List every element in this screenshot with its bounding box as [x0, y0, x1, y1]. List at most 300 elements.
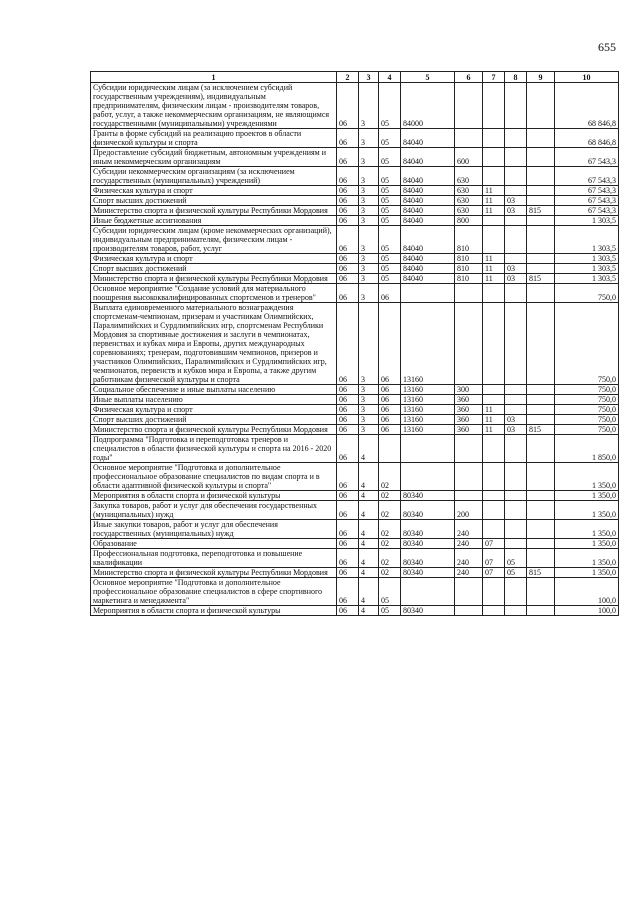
code-cell: 4: [359, 520, 379, 539]
code-cell: 3: [359, 264, 379, 274]
code-cell: 360: [455, 415, 483, 425]
code-cell: 630: [455, 196, 483, 206]
code-cell: 810: [455, 274, 483, 284]
code-cell: 11: [483, 186, 505, 196]
row-name-cell: Профессиональная подготовка, переподготовка и повышение квалификации: [91, 549, 337, 568]
code-cell: 06: [337, 254, 359, 264]
code-cell: [455, 463, 483, 491]
code-cell: [505, 226, 527, 254]
column-header: 7: [483, 72, 505, 83]
code-cell: 05: [379, 578, 401, 606]
code-cell: 02: [379, 539, 401, 549]
code-cell: [455, 606, 483, 616]
code-cell: [527, 129, 555, 148]
code-cell: 360: [455, 395, 483, 405]
code-cell: [505, 186, 527, 196]
row-name-cell: Физическая культура и спорт: [91, 254, 337, 264]
code-cell: [527, 385, 555, 395]
code-cell: 3: [359, 415, 379, 425]
code-cell: 06: [337, 216, 359, 226]
code-cell: 800: [455, 216, 483, 226]
code-cell: 240: [455, 568, 483, 578]
code-cell: 02: [379, 491, 401, 501]
code-cell: 06: [337, 578, 359, 606]
row-name-cell: Субсидии некоммерческим организациям (за исключением государственных (муниципальных) учреждений): [91, 167, 337, 186]
code-cell: [455, 578, 483, 606]
code-cell: 06: [337, 425, 359, 435]
code-cell: 06: [379, 415, 401, 425]
code-cell: 3: [359, 186, 379, 196]
code-cell: [455, 491, 483, 501]
code-cell: 06: [337, 501, 359, 520]
code-cell: 07: [483, 549, 505, 568]
amount-cell: 67 543,3: [555, 196, 619, 206]
code-cell: [527, 216, 555, 226]
code-cell: [527, 501, 555, 520]
code-cell: 84040: [401, 196, 455, 206]
code-cell: 06: [337, 491, 359, 501]
row-name-cell: Министерство спорта и физической культуры Республики Мордовия: [91, 206, 337, 216]
code-cell: 02: [379, 568, 401, 578]
code-cell: 3: [359, 196, 379, 206]
amount-cell: 1 350,0: [555, 501, 619, 520]
code-cell: 200: [455, 501, 483, 520]
code-cell: [505, 606, 527, 616]
code-cell: [527, 435, 555, 463]
code-cell: 07: [483, 539, 505, 549]
row-name-cell: Министерство спорта и физической культуры Республики Мордовия: [91, 425, 337, 435]
column-header: 6: [455, 72, 483, 83]
code-cell: [483, 520, 505, 539]
code-cell: 05: [379, 264, 401, 274]
code-cell: [505, 148, 527, 167]
code-cell: 05: [379, 226, 401, 254]
amount-cell: 68 846,8: [555, 83, 619, 129]
code-cell: 84040: [401, 254, 455, 264]
table-row: [91, 606, 619, 616]
table-row: [91, 425, 619, 435]
code-cell: [527, 148, 555, 167]
code-cell: [483, 463, 505, 491]
code-cell: 3: [359, 216, 379, 226]
code-cell: [527, 395, 555, 405]
code-cell: [483, 303, 505, 385]
table-row: [91, 206, 619, 216]
code-cell: 3: [359, 226, 379, 254]
row-name-cell: Министерство спорта и физической культуры Республики Мордовия: [91, 274, 337, 284]
code-cell: 06: [337, 284, 359, 303]
code-cell: [527, 264, 555, 274]
code-cell: [505, 129, 527, 148]
code-cell: 06: [379, 405, 401, 415]
code-cell: [483, 385, 505, 395]
code-cell: [379, 435, 401, 463]
code-cell: 05: [379, 206, 401, 216]
code-cell: 3: [359, 284, 379, 303]
code-cell: [455, 284, 483, 303]
code-cell: [483, 83, 505, 129]
code-cell: 03: [505, 196, 527, 206]
code-cell: [401, 463, 455, 491]
code-cell: 11: [483, 264, 505, 274]
code-cell: 80340: [401, 539, 455, 549]
code-cell: 05: [379, 274, 401, 284]
code-cell: 05: [379, 254, 401, 264]
row-name-cell: Основное мероприятие "Подготовка и дополнительное профессиональное образование специалистов в сфере спортивного маркетинга и менеджмента": [91, 578, 337, 606]
code-cell: 06: [337, 606, 359, 616]
code-cell: 300: [455, 385, 483, 395]
code-cell: 84040: [401, 206, 455, 216]
table-row: [91, 578, 619, 606]
code-cell: 815: [527, 274, 555, 284]
table-row: [91, 463, 619, 491]
code-cell: 06: [337, 463, 359, 491]
row-name-cell: Гранты в форме субсидий на реализацию проектов в области физической культуры и спорта: [91, 129, 337, 148]
code-cell: [527, 539, 555, 549]
code-cell: [505, 539, 527, 549]
code-cell: 810: [455, 264, 483, 274]
code-cell: [483, 284, 505, 303]
column-header: 2: [337, 72, 359, 83]
row-name-cell: Субсидии юридическим лицам (кроме некоммерческих организаций), индивидуальным предпринимателям, физическим лицам - производителям товаров, работ, услуг: [91, 226, 337, 254]
row-name-cell: Физическая культура и спорт: [91, 405, 337, 415]
code-cell: 80340: [401, 501, 455, 520]
row-name-cell: Основное мероприятие "Подготовка и дополнительное профессиональное образование специалистов по видам спорта и в области адаптивной физической культуры и спорта": [91, 463, 337, 491]
column-header: 8: [505, 72, 527, 83]
row-name-cell: Спорт высших достижений: [91, 196, 337, 206]
code-cell: 4: [359, 539, 379, 549]
column-header: 9: [527, 72, 555, 83]
amount-cell: 1 350,0: [555, 520, 619, 539]
code-cell: 05: [379, 167, 401, 186]
code-cell: 05: [379, 83, 401, 129]
table-row: [91, 129, 619, 148]
amount-cell: 100,0: [555, 606, 619, 616]
amount-cell: 100,0: [555, 578, 619, 606]
code-cell: 84040: [401, 216, 455, 226]
code-cell: 06: [337, 568, 359, 578]
code-cell: 06: [337, 520, 359, 539]
code-cell: 360: [455, 405, 483, 415]
code-cell: 06: [337, 226, 359, 254]
code-cell: 03: [505, 425, 527, 435]
code-cell: [401, 435, 455, 463]
row-name-cell: Подпрограмма "Подготовка и переподготовка тренеров и специалистов в области физической культуры и спорта на 2016 - 2020 годы": [91, 435, 337, 463]
code-cell: 06: [337, 167, 359, 186]
budget-table: [90, 71, 619, 616]
page-number: 655: [598, 40, 616, 54]
code-cell: [505, 167, 527, 186]
code-cell: 07: [483, 568, 505, 578]
code-cell: 84040: [401, 226, 455, 254]
code-cell: 3: [359, 148, 379, 167]
code-cell: 06: [379, 303, 401, 385]
code-cell: [505, 284, 527, 303]
code-cell: [505, 254, 527, 264]
row-name-cell: Иные закупки товаров, работ и услуг для обеспечения государственных (муниципальных) нужд: [91, 520, 337, 539]
code-cell: [505, 385, 527, 395]
amount-cell: 750,0: [555, 284, 619, 303]
amount-cell: 67 543,3: [555, 186, 619, 196]
column-header: 1: [91, 72, 337, 83]
column-header: 5: [401, 72, 455, 83]
code-cell: 4: [359, 501, 379, 520]
table-row: [91, 520, 619, 539]
code-cell: 02: [379, 520, 401, 539]
code-cell: 06: [337, 186, 359, 196]
code-cell: 05: [379, 196, 401, 206]
code-cell: [483, 606, 505, 616]
code-cell: 06: [337, 206, 359, 216]
table-row: [91, 83, 619, 129]
code-cell: [505, 395, 527, 405]
code-cell: [455, 435, 483, 463]
amount-cell: 750,0: [555, 425, 619, 435]
code-cell: 05: [379, 148, 401, 167]
table-row: [91, 491, 619, 501]
code-cell: 11: [483, 274, 505, 284]
code-cell: 06: [337, 395, 359, 405]
row-name-cell: Предоставление субсидий бюджетным, автономным учреждениям и иным некоммерческим организациям: [91, 148, 337, 167]
table-row: [91, 264, 619, 274]
code-cell: [505, 83, 527, 129]
amount-cell: 1 350,0: [555, 463, 619, 491]
code-cell: 03: [505, 274, 527, 284]
code-cell: [527, 463, 555, 491]
code-cell: 630: [455, 167, 483, 186]
code-cell: 05: [379, 186, 401, 196]
column-header: 3: [359, 72, 379, 83]
table-row: [91, 395, 619, 405]
code-cell: 240: [455, 549, 483, 568]
amount-cell: 1 303,5: [555, 274, 619, 284]
code-cell: [483, 129, 505, 148]
code-cell: 11: [483, 196, 505, 206]
row-name-cell: Спорт высших достижений: [91, 415, 337, 425]
code-cell: 3: [359, 129, 379, 148]
table-row: [91, 274, 619, 284]
code-cell: 06: [337, 129, 359, 148]
code-cell: [483, 148, 505, 167]
code-cell: 80340: [401, 549, 455, 568]
code-cell: [505, 491, 527, 501]
code-cell: 06: [337, 274, 359, 284]
code-cell: 810: [455, 254, 483, 264]
code-cell: 3: [359, 83, 379, 129]
row-name-cell: Выплата единовременного материального вознаграждения спортсменам-чемпионам, призерам и участникам Олимпийских, Паралимпийских и Сурдлимпийских игр, спортсменам Республики Мордовия за спортивные достижения и заслуги в чемпионатах, первенствах и кубках мира и Европы, других международных соревнованиях; тренерам, подготовившим чемпионов, призеров и участников Олимпийских, Паралимпийских и Сурдлимпийских игр, чемпионатов, первенств и кубков мира и Европы, а также другим работникам физической культуры и спорта: [91, 303, 337, 385]
code-cell: [505, 501, 527, 520]
amount-cell: 1 350,0: [555, 539, 619, 549]
row-name-cell: Социальное обеспечение и иные выплаты населению: [91, 385, 337, 395]
code-cell: 13160: [401, 405, 455, 415]
code-cell: 03: [505, 264, 527, 274]
code-cell: [483, 216, 505, 226]
code-cell: 815: [527, 425, 555, 435]
code-cell: 600: [455, 148, 483, 167]
code-cell: 06: [337, 435, 359, 463]
code-cell: [527, 520, 555, 539]
row-name-cell: Закупка товаров, работ и услуг для обеспечения государственных (муниципальных) нужд: [91, 501, 337, 520]
amount-cell: 1 350,0: [555, 491, 619, 501]
row-name-cell: Образование: [91, 539, 337, 549]
column-header: 4: [379, 72, 401, 83]
code-cell: [505, 303, 527, 385]
code-cell: 84040: [401, 274, 455, 284]
code-cell: 3: [359, 206, 379, 216]
code-cell: 06: [337, 385, 359, 395]
amount-cell: 1 350,0: [555, 568, 619, 578]
code-cell: 84040: [401, 148, 455, 167]
code-cell: [483, 578, 505, 606]
column-header: 10: [555, 72, 619, 83]
code-cell: 84000: [401, 83, 455, 129]
table-row: [91, 303, 619, 385]
code-cell: [527, 405, 555, 415]
code-cell: 11: [483, 254, 505, 264]
code-cell: 3: [359, 167, 379, 186]
code-cell: 3: [359, 425, 379, 435]
code-cell: [455, 129, 483, 148]
code-cell: [527, 196, 555, 206]
table-row: [91, 196, 619, 206]
code-cell: [527, 549, 555, 568]
code-cell: [527, 83, 555, 129]
code-cell: 84040: [401, 129, 455, 148]
amount-cell: 750,0: [555, 395, 619, 405]
code-cell: 02: [379, 501, 401, 520]
code-cell: 80340: [401, 568, 455, 578]
code-cell: [401, 284, 455, 303]
code-cell: 84040: [401, 186, 455, 196]
code-cell: 06: [379, 395, 401, 405]
table-row: [91, 549, 619, 568]
code-cell: 3: [359, 395, 379, 405]
code-cell: [505, 216, 527, 226]
table-row: [91, 385, 619, 395]
amount-cell: 1 350,0: [555, 549, 619, 568]
row-name-cell: Иные бюджетные ассигнования: [91, 216, 337, 226]
code-cell: [505, 578, 527, 606]
table-row: [91, 405, 619, 415]
amount-cell: 67 543,3: [555, 206, 619, 216]
code-cell: 84040: [401, 167, 455, 186]
table-row: [91, 148, 619, 167]
amount-cell: 1 303,5: [555, 216, 619, 226]
table-row: [91, 216, 619, 226]
row-name-cell: Мероприятия в области спорта и физической культуры: [91, 606, 337, 616]
code-cell: [527, 254, 555, 264]
code-cell: 03: [505, 415, 527, 425]
table-row: [91, 186, 619, 196]
code-cell: 06: [379, 425, 401, 435]
code-cell: 06: [337, 264, 359, 274]
code-cell: 4: [359, 435, 379, 463]
header-row: [91, 72, 619, 83]
code-cell: [505, 520, 527, 539]
code-cell: 06: [379, 385, 401, 395]
row-name-cell: Субсидии юридическим лицам (за исключением субсидий государственным учреждениям), индивидуальным предпринимателям, физическим лицам - производителям товаров, работ, услуг, а также некоммерческим организациям, не являющимся государственными (муниципальными) учреждениями: [91, 83, 337, 129]
code-cell: 80340: [401, 491, 455, 501]
amount-cell: 750,0: [555, 405, 619, 415]
table-row: [91, 226, 619, 254]
row-name-cell: Спорт высших достижений: [91, 264, 337, 274]
code-cell: 360: [455, 425, 483, 435]
code-cell: [527, 226, 555, 254]
code-cell: 06: [337, 196, 359, 206]
amount-cell: 68 846,8: [555, 129, 619, 148]
code-cell: 3: [359, 303, 379, 385]
code-cell: 4: [359, 568, 379, 578]
code-cell: 11: [483, 425, 505, 435]
code-cell: 06: [379, 284, 401, 303]
code-cell: 13160: [401, 385, 455, 395]
code-cell: 240: [455, 539, 483, 549]
code-cell: [455, 303, 483, 385]
code-cell: 05: [379, 129, 401, 148]
row-name-cell: Физическая культура и спорт: [91, 186, 337, 196]
code-cell: 06: [337, 405, 359, 415]
code-cell: [527, 606, 555, 616]
row-name-cell: Иные выплаты населению: [91, 395, 337, 405]
code-cell: 06: [337, 83, 359, 129]
code-cell: 4: [359, 491, 379, 501]
code-cell: 240: [455, 520, 483, 539]
code-cell: [527, 167, 555, 186]
code-cell: 13160: [401, 415, 455, 425]
code-cell: 06: [337, 415, 359, 425]
code-cell: 80340: [401, 606, 455, 616]
table-row: [91, 415, 619, 425]
code-cell: 11: [483, 415, 505, 425]
code-cell: 3: [359, 385, 379, 395]
code-cell: [455, 83, 483, 129]
table-row: [91, 435, 619, 463]
amount-cell: 67 543,3: [555, 148, 619, 167]
code-cell: 4: [359, 549, 379, 568]
code-cell: 03: [505, 206, 527, 216]
code-cell: 06: [337, 148, 359, 167]
code-cell: 3: [359, 254, 379, 264]
code-cell: 06: [337, 303, 359, 385]
amount-cell: 1 303,5: [555, 264, 619, 274]
table-row: [91, 167, 619, 186]
table-row: [91, 284, 619, 303]
table-row: [91, 539, 619, 549]
code-cell: [401, 578, 455, 606]
code-cell: 4: [359, 606, 379, 616]
code-cell: 05: [379, 606, 401, 616]
code-cell: [527, 186, 555, 196]
code-cell: 02: [379, 463, 401, 491]
amount-cell: 750,0: [555, 415, 619, 425]
code-cell: 630: [455, 186, 483, 196]
code-cell: [505, 463, 527, 491]
table-row: [91, 501, 619, 520]
amount-cell: 750,0: [555, 385, 619, 395]
code-cell: [505, 435, 527, 463]
code-cell: [483, 501, 505, 520]
code-cell: [483, 167, 505, 186]
amount-cell: 1 303,5: [555, 254, 619, 264]
code-cell: 810: [455, 226, 483, 254]
table-row: [91, 568, 619, 578]
code-cell: 11: [483, 405, 505, 415]
code-cell: 06: [337, 539, 359, 549]
code-cell: 02: [379, 549, 401, 568]
row-name-cell: Министерство спорта и физической культуры Республики Мордовия: [91, 568, 337, 578]
code-cell: 4: [359, 578, 379, 606]
table-row: [91, 254, 619, 264]
